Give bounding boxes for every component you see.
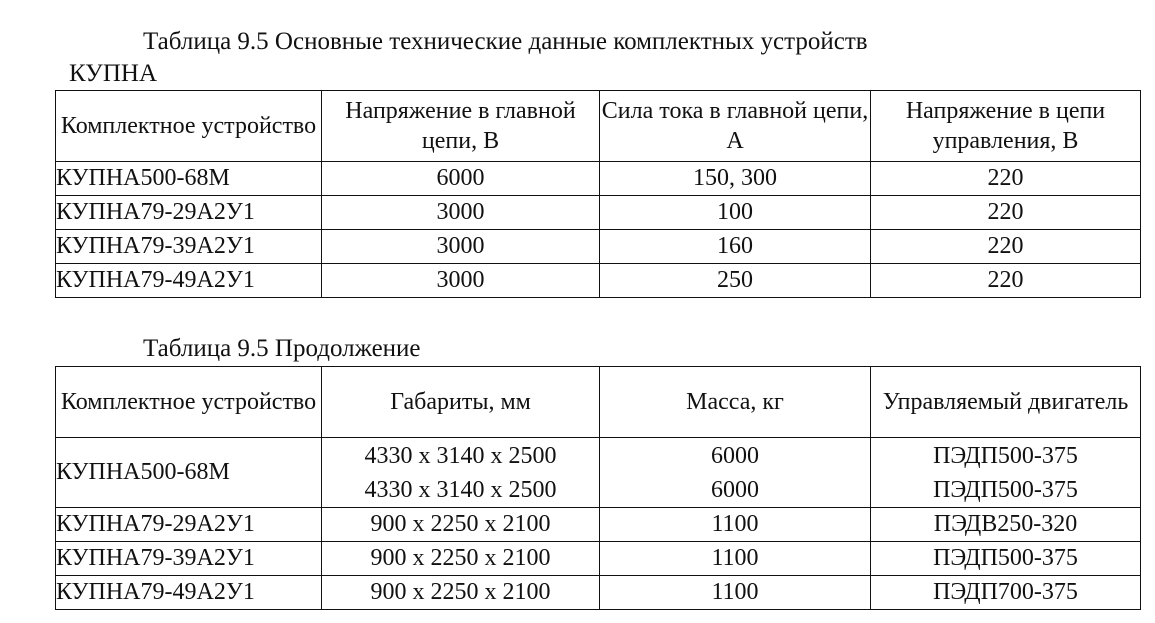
header-voltage-main: Напряжение в главной цепи, В (322, 91, 600, 162)
header-voltage-control: Напряжение в цепи управления, В (871, 91, 1141, 162)
cell-current-main: 250 (600, 264, 871, 298)
table-row (56, 162, 1141, 196)
cell-device: КУПНА79-49А2У1 (56, 264, 322, 298)
cell-device: КУПНА79-39А2У1 (56, 542, 322, 576)
cell-dimensions: 900 х 2250 х 2100 (322, 576, 600, 610)
cell-voltage-main: 3000 (322, 196, 600, 230)
cell-motor: ПЭДП700-375 (871, 576, 1141, 610)
cell-motor (871, 438, 1141, 508)
header-device: Комплектное устройство (56, 91, 322, 162)
cell-voltage-control: 220 (871, 264, 1141, 298)
cell-mass (600, 438, 871, 508)
cell-voltage-control: 220 (871, 230, 1141, 264)
table-row (56, 264, 1141, 298)
cell-voltage-control: 220 (871, 196, 1141, 230)
table-row (56, 438, 1141, 508)
table1-caption: Таблица 9.5 Основные технические данные комплектных устройств (143, 28, 868, 55)
cell-dimensions-line: 4330 х 3140 х 2500 (364, 442, 557, 469)
cell-voltage-control: 220 (871, 162, 1141, 196)
table-row (56, 576, 1141, 610)
cell-voltage-main: 3000 (322, 264, 600, 298)
spec-table-continuation (55, 366, 1141, 610)
cell-dimensions: 900 х 2250 х 2100 (322, 542, 600, 576)
header-device: Комплектное устройство (56, 367, 322, 438)
header-current-main: Сила тока в главной цепи, А (600, 91, 871, 162)
cell-device: КУПНА79-49А2У1 (56, 576, 322, 610)
cell-mass: 1100 (600, 542, 871, 576)
spec-table-main (55, 90, 1141, 298)
cell-device: КУПНА79-29А2У1 (56, 196, 322, 230)
cell-mass: 1100 (600, 576, 871, 610)
table-header-row (56, 367, 1141, 438)
cell-dimensions (322, 438, 600, 508)
cell-voltage-main: 3000 (322, 230, 600, 264)
table-row (56, 542, 1141, 576)
cell-dimensions-line: 4330 х 3140 х 2500 (364, 476, 557, 503)
cell-device: КУПНА500-68М (56, 438, 322, 508)
cell-mass-line: 6000 (711, 442, 759, 469)
cell-current-main: 100 (600, 196, 871, 230)
cell-mass-line: 6000 (711, 476, 759, 503)
cell-current-main: 150, 300 (600, 162, 871, 196)
cell-voltage-main: 6000 (322, 162, 600, 196)
cell-device: КУПНА500-68М (56, 162, 322, 196)
table-row (56, 508, 1141, 542)
table1-caption-continuation: КУПНА (69, 60, 158, 87)
cell-current-main: 160 (600, 230, 871, 264)
table-header-row (56, 91, 1141, 162)
cell-motor-line: ПЭДП500-375 (933, 476, 1078, 503)
table-row (56, 230, 1141, 264)
cell-dimensions: 900 х 2250 х 2100 (322, 508, 600, 542)
header-dimensions: Габариты, мм (322, 367, 600, 438)
cell-motor-line: ПЭДП500-375 (933, 442, 1078, 469)
cell-device: КУПНА79-29А2У1 (56, 508, 322, 542)
cell-device: КУПНА79-39А2У1 (56, 230, 322, 264)
table-row (56, 196, 1141, 230)
header-mass: Масса, кг (600, 367, 871, 438)
cell-motor: ПЭДП500-375 (871, 542, 1141, 576)
cell-motor: ПЭДВ250-320 (871, 508, 1141, 542)
table2-caption: Таблица 9.5 Продолжение (143, 335, 421, 362)
header-motor: Управляемый двигатель (871, 367, 1141, 438)
cell-mass: 1100 (600, 508, 871, 542)
